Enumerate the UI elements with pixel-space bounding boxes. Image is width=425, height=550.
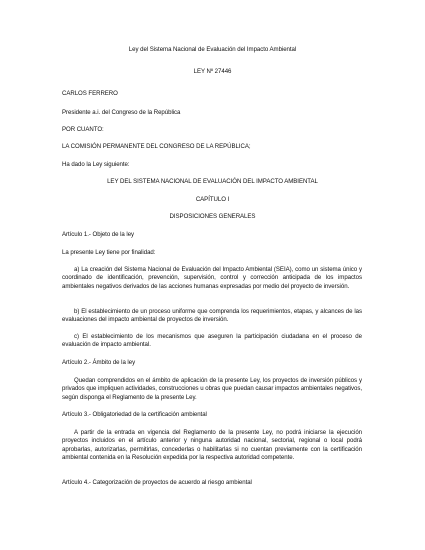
chapter-title: DISPOSICIONES GENERALES xyxy=(169,213,256,220)
article-1-paragraph-b: b) El establecimiento de un proceso uniforme que comprenda los requerimientos, etapas, y alcances de las evaluaciones del impacto ambiental de proyectos de inversión. xyxy=(62,308,362,324)
chapter-number: CAPÍTULO I xyxy=(195,196,230,203)
article-2-paragraph: Quedan comprendidos en el ámbito de aplicación de la presente Ley, los proyectos de inversión públicos y privados que impliquen actividades, construcciones u obras que puedan causar impactos ambientales negativos, según disponga el Reglamento de la presente Ley. xyxy=(62,377,362,401)
article-1-heading: Artículo 1.- Objeto de la ley xyxy=(62,231,135,238)
por-cuanto: POR CUANTO: xyxy=(62,126,104,133)
ha-dado-line: Ha dado la Ley siguiente: xyxy=(62,161,130,168)
law-number: LEY Nº 27446 xyxy=(193,68,232,75)
signatory-name: CARLOS FERRERO xyxy=(62,90,118,97)
law-heading: LEY DEL SISTEMA NACIONAL DE EVALUACIÓN DEL IMPACTO AMBIENTAL xyxy=(107,178,318,185)
article-3-paragraph: A partir de la entrada en vigencia del Reglamento de la presente Ley, no podrá iniciarse la ejecución proyectos incluidos en el artículo anterior y ninguna autoridad nacional, sectorial, regional o local podrá aprobarlas, autorizarlas, permitirlas, concederlas o habilitarlas si no cuentan previamente con la certificación ambiental contenida en la Resolución expedida por la respectiva autoridad competente. xyxy=(62,429,362,461)
article-4-heading: Artículo 4.- Categorización de proyectos de acuerdo al riesgo ambiental xyxy=(62,479,252,486)
article-1-intro: La presente Ley tiene por finalidad: xyxy=(62,249,156,256)
article-1-paragraph-a: a) La creación del Sistema Nacional de Evaluación del Impacto Ambiental (SEIA), como un sistema único y coordinado de identificación, prevención, supervisión, control y corrección anticipada de los impactos ambientales negativos derivados de las acciones humanas expresadas por medio del proyecto de inversión. xyxy=(62,266,362,290)
article-2-heading: Artículo 2.- Ámbito de la ley xyxy=(62,359,136,366)
commission-line: LA COMISIÓN PERMANENTE DEL CONGRESO DE LA REPÚBLICA; xyxy=(62,143,251,150)
signatory-role: Presidente a.i. del Congreso de la República xyxy=(62,109,181,116)
article-3-heading: Artículo 3.- Obligatoriedad de la certificación ambiental xyxy=(62,411,207,418)
document-title: Ley del Sistema Nacional de Evaluación del Impacto Ambiental xyxy=(128,46,297,53)
article-1-paragraph-c: c) El establecimiento de los mecanismos que aseguren la participación ciudadana en el proceso de evaluación de impacto ambiental. xyxy=(62,333,362,349)
